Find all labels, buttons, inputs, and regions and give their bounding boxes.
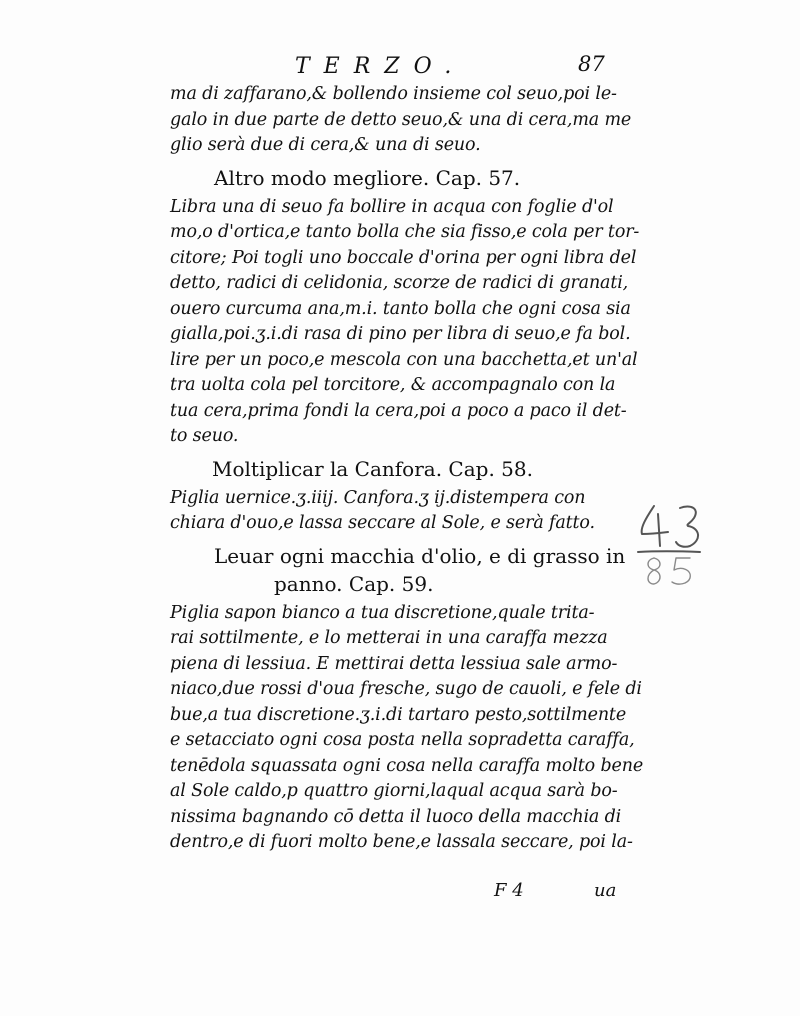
signature-mark: F 4: [494, 880, 524, 901]
text-line: e setacciato ogni cosa posta nella sopradetta caraffa,: [170, 730, 635, 750]
text-line: niaco,due rossi d'oua fresche, sugo de cauoli, e fele di: [170, 679, 642, 699]
text-line: Libra una di seuo fa bollire in acqua con foglie d'ol: [170, 196, 614, 217]
catchword: ua: [594, 880, 617, 901]
text-line: bue,a tua discretione.ʒ.i.di tartaro pesto,sottilmente: [170, 704, 627, 725]
main-text: [170, 82, 644, 856]
text-line: dentro,e di fuori molto bene,e lassala seccare, poi la-: [170, 832, 633, 852]
text-line: gialla,poi.ʒ.i.di rasa di pino per libra di seuo,e fa bol.: [170, 324, 631, 344]
text-line: tua cera,prima fondi la cera,poi a poco a paco il det-: [170, 400, 627, 421]
text-line: mo,o d'ortica,e tanto bolla che sia fisso,e cola per tor-: [170, 222, 640, 242]
chapter-heading-58: Moltiplicar la Canfora. Cap. 58.: [212, 456, 533, 481]
handwritten-margin-note: [632, 500, 722, 590]
text-line: ma di zaffarano,& bollendo insieme col seuo,poi le-: [170, 84, 617, 104]
text-line: detto, radici di celidonia, scorze de radici di granati,: [170, 273, 629, 293]
text-line: Piglia sapon bianco a tua discretione,quale trita-: [170, 602, 595, 623]
running-head: TERZO.: [295, 54, 466, 79]
text-line: to seuo.: [170, 426, 239, 446]
page-number: 87: [578, 52, 605, 76]
text-line: citore; Poi togli uno boccale d'orina per ogni libra del: [170, 247, 637, 268]
text-line: glio serà due di cera,& una di seuo.: [170, 135, 481, 155]
text-line: al Sole caldo,p quattro giorni,laqual acqua sarà bo-: [170, 781, 618, 801]
text-line: ouero curcuma ana,m.i. tanto bolla che ogni cosa sia: [170, 298, 631, 319]
chapter-heading-59-cont: panno. Cap. 59.: [274, 571, 434, 596]
text-line: nissima bagnando cō detta il luoco della macchia di: [170, 806, 622, 827]
chapter-heading-57: Altro modo megliore. Cap. 57.: [214, 165, 521, 190]
text-line: chiara d'ouo,e lassa seccare al Sole, e serà fatto.: [170, 513, 595, 533]
text-line: galo in due parte de detto seuo,& una di cera,ma me: [170, 109, 632, 130]
text-line: rai sottilmente, e lo metterai in una caraffa mezza: [170, 628, 608, 648]
text-line: tenēdola squassata ogni cosa nella caraffa molto bene: [170, 755, 644, 776]
text-line: tra uolta cola pel torcitore, & accompagnalo con la: [170, 375, 616, 395]
chapter-heading-59: Leuar ogni macchia d'olio, e di grasso in: [214, 543, 626, 568]
text-line: Piglia uernice.ʒ.iiij. Canfora.ʒ ij.distempera con: [170, 487, 586, 508]
handwritten-numbers-drawing: [632, 500, 722, 590]
text-line: lire per un poco,e mescola con una bacchetta,et un'al: [170, 349, 638, 370]
text-line: piena di lessiua. E mettirai detta lessiua sale armo-: [170, 653, 618, 674]
